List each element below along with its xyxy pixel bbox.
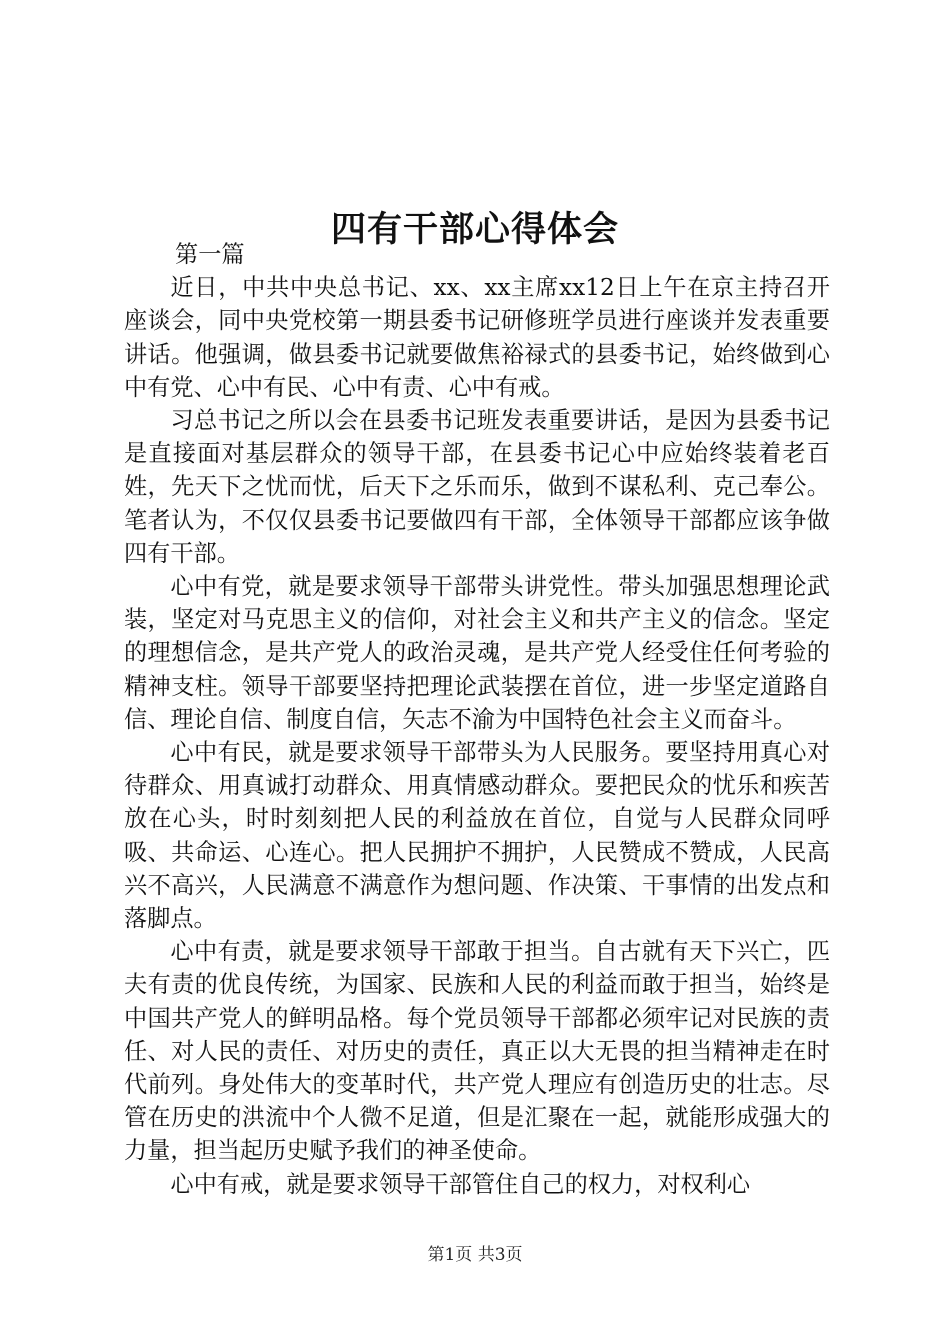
document-title: 四有干部心得体会 bbox=[330, 209, 619, 251]
paragraph-people: 心中有民，就是要求领导干部带头为人民服务。要坚持用真心对待群众、用真诚打动群众、用真情感动群众。要把民众的忧乐和疾苦放在心头，时时刻刻把人民的利益放在首位，自觉与人民群众同呼吸、共命运、心连心。把人民拥护不拥护，人民赞成不赞成，人民高兴不高兴，人民满意不满意作为想问题、作决策、干事情的出发点和落脚点。 bbox=[124, 739, 830, 933]
paragraph-intro: 近日，中共中央总书记、xx、xx主席xx12日上午在京主持召开座谈会，同中央党校第一期县委书记研修班学员进行座谈并发表重要讲话。他强调，做县委书记就要做焦裕禄式的县委书记，始终做到心中有党、心中有民、心中有责、心中有戒。 bbox=[124, 274, 830, 401]
paragraph-responsibility: 心中有责，就是要求领导干部敢于担当。自古就有天下兴亡，匹夫有责的优良传统，为国家、民族和人民的利益而敢于担当，始终是中国共产党人的鲜明品格。每个党员领导干部都必须牢记对民族的责任、对人民的责任、对历史的责任，真正以大无畏的担当精神走在时代前列。身处伟大的变革时代，共产党人理应有创造历史的壮志。尽管在历史的洪流中个人微不足道，但是汇聚在一起，就能形成强大的力量，担当起历史赋予我们的神圣使命。 bbox=[124, 938, 830, 1165]
paragraph-discipline: 心中有戒，就是要求领导干部管住自己的权力，对权利心 bbox=[170, 1170, 751, 1198]
page-number: 第1页 共3页 bbox=[427, 1245, 523, 1265]
section-label: 第一篇 bbox=[175, 241, 245, 268]
paragraph-party: 心中有党，就是要求领导干部带头讲党性。带头加强思想理论武装，坚定对马克思主义的信仰，对社会主义和共产主义的信念。坚定的理想信念，是共产党人的政治灵魂，是共产党人经受住任何考验的精神支柱。领导干部要坚持把理论武装摆在首位，进一步坚定道路自信、理论自信、制度自信，矢志不渝为中国特色社会主义而奋斗。 bbox=[124, 573, 830, 733]
document-body bbox=[124, 238, 830, 1201]
paragraph-reason: 习总书记之所以会在县委书记班发表重要讲话，是因为县委书记是直接面对基层群众的领导干部，在县委书记心中应始终装着老百姓，先天下之忧而忧，后天下之乐而乐，做到不谋私利、克己奉公。笔者认为，不仅仅县委书记要做四有干部，全体领导干部都应该争做四有干部。 bbox=[124, 407, 830, 567]
